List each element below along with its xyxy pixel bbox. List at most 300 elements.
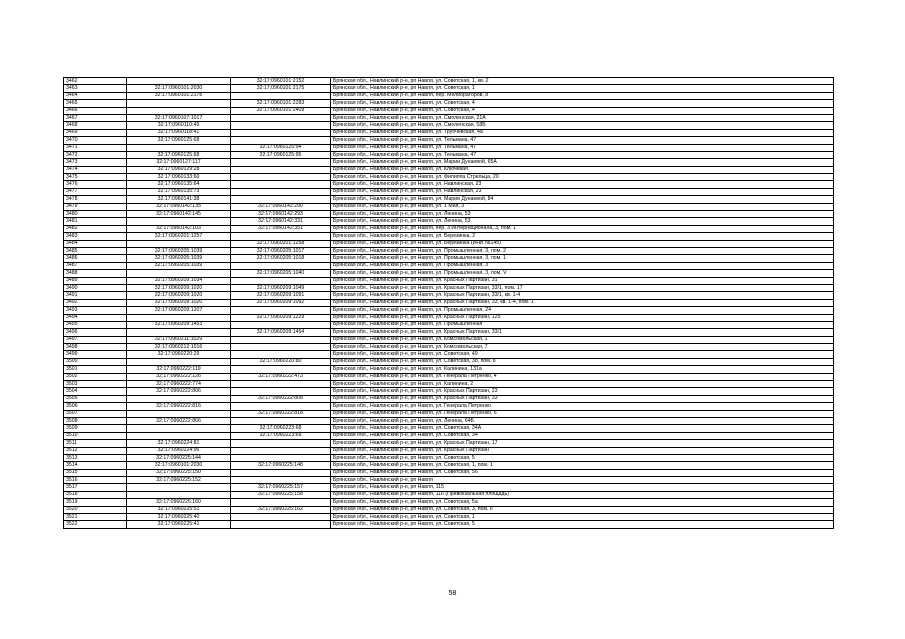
old-cadastral-number-cell: 32:17:0960225:150 <box>127 469 231 476</box>
row-number-cell: 3510 <box>64 432 127 439</box>
old-cadastral-number-cell: 32:17:0960205:1039 <box>127 262 231 269</box>
table-row <box>64 159 834 166</box>
old-cadastral-number-cell <box>127 432 231 439</box>
table-row <box>64 174 834 181</box>
address-cell: Брянская обл., Навлинский р-н, рп Навля, ул. Генерала Петренко, 6 <box>331 410 834 417</box>
old-cadastral-number-cell: 32:17:0960220:29 <box>127 351 231 358</box>
table-row <box>64 181 834 188</box>
row-number-cell: 3508 <box>64 417 127 424</box>
table-row <box>64 506 834 513</box>
cadastral-number-cell <box>231 137 331 144</box>
address-cell: Брянская обл., Навлинский р-н, рп Навля, ул. Тельмана, 47 <box>331 151 834 158</box>
table-row <box>64 491 834 498</box>
cadastral-number-cell: 32:17:0960101:2175 <box>231 85 331 92</box>
table-row <box>64 151 834 158</box>
row-number-cell: 3483 <box>64 233 127 240</box>
table-row <box>64 203 834 210</box>
table-row <box>64 403 834 410</box>
address-cell: Брянская обл., Навлинский р-н, рп Навля, ул. Красных Партизан, 23 <box>331 388 834 395</box>
table-row <box>64 85 834 92</box>
old-cadastral-number-cell: 32:17:0960129:28 <box>127 166 231 173</box>
row-number-cell: 3518 <box>64 491 127 498</box>
old-cadastral-number-cell: 32:17:0960118:41 <box>127 129 231 136</box>
cadastral-number-cell: 32:17:0960222:808 <box>231 395 331 402</box>
cadastral-number-cell <box>231 454 331 461</box>
address-cell: Брянская обл., Навлинский р-н, рп Навля, ул. Советская, 4 <box>331 100 834 107</box>
address-cell: Брянская обл., Навлинский р-н, рп Навля, ул. Советская, 1, кв. 2 <box>331 78 834 85</box>
address-cell: Брянская обл., Навлинский р-н, рп Навля, ул. Советская, 34 <box>331 432 834 439</box>
old-cadastral-number-cell: 32:17:0960222:126 <box>127 373 231 380</box>
address-cell: Брянская обл., Навлинский р-н, рп Навля, ул. Советская, 3, пом. II <box>331 506 834 513</box>
cadastral-number-cell <box>231 403 331 410</box>
table-row <box>64 225 834 232</box>
row-number-cell: 3522 <box>64 521 127 528</box>
table-row <box>64 358 834 365</box>
cadastral-number-cell: 32:17:0960222:818 <box>231 410 331 417</box>
cadastral-number-cell <box>231 307 331 314</box>
address-cell: Брянская обл., Навлинский р-н, рп Навля, ул. Советская, 5 <box>331 521 834 528</box>
cadastral-number-cell <box>231 514 331 521</box>
cadastral-number-cell: 32:17:0960222:473 <box>231 373 331 380</box>
old-cadastral-number-cell: 32:17:0960209:1020 <box>127 292 231 299</box>
old-cadastral-number-cell <box>127 314 231 321</box>
old-cadastral-number-cell: 32:17:0960205:1039 <box>127 247 231 254</box>
address-cell: Брянская обл., Навлинский р-н, рп Навля, ул. Ключевая <box>331 166 834 173</box>
row-number-cell: 3475 <box>64 174 127 181</box>
row-number-cell: 3481 <box>64 218 127 225</box>
row-number-cell: 3466 <box>64 107 127 114</box>
old-cadastral-number-cell <box>127 425 231 432</box>
address-cell: Брянская обл., Навлинский р-н, рп Навля, ул. Красных Партизан <box>331 447 834 454</box>
old-cadastral-number-cell: 32:17:0960107:1017 <box>127 114 231 121</box>
old-cadastral-number-cell: 32:17:0960142:135 <box>127 203 231 210</box>
cadastral-number-cell: 32:17:0960142:290 <box>231 203 331 210</box>
table-row <box>64 299 834 306</box>
row-number-cell: 3500 <box>64 358 127 365</box>
table-row <box>64 122 834 129</box>
row-number-cell: 3486 <box>64 255 127 262</box>
old-cadastral-number-cell: 32:17:0960225:40 <box>127 514 231 521</box>
cadastral-number-cell <box>231 233 331 240</box>
old-cadastral-number-cell <box>127 240 231 247</box>
address-cell: Брянская обл., Навлинский р-н, рп Навля, ул. Марии Дунаевой, 84 <box>331 196 834 203</box>
table-row <box>64 78 834 85</box>
address-cell: Брянская обл., Навлинский р-н, рп Навля, ул. Тельмана, 47 <box>331 144 834 151</box>
cadastral-number-cell <box>231 321 331 328</box>
row-number-cell: 3511 <box>64 440 127 447</box>
address-cell: Брянская обл., Навлинский р-н, рп Навля, ул. Ленина, 53 <box>331 211 834 218</box>
cadastral-number-cell: 32:17:0960142:351 <box>231 225 331 232</box>
address-cell: Брянская обл., Навлинский р-н, рп Навля, ул. Советская, 1 <box>331 514 834 521</box>
address-cell: Брянская обл., Навлинский р-н, рп Навля, ул. Навлинская, 23 <box>331 188 834 195</box>
address-cell: Брянская обл., Навлинский р-н, рп Навля, ул. Советская, 38, пом. 8 <box>331 358 834 365</box>
address-cell: Брянская обл., Навлинский р-н, рп Навля, ул. Калинина, 2 <box>331 381 834 388</box>
old-cadastral-number-cell <box>127 270 231 277</box>
address-cell: Брянская обл., Навлинский р-н, рп Навля, ул. Промышленная, 3 <box>331 262 834 269</box>
address-cell: Брянская обл., Навлинский р-н, рп Навля, ул. Марии Дунаевой, 65А <box>331 159 834 166</box>
address-cell: Брянская обл., Навлинский р-н, рп Навля, ул. Красных Партизан, 125 <box>331 314 834 321</box>
table-row <box>64 270 834 277</box>
row-number-cell: 3491 <box>64 292 127 299</box>
address-cell: Брянская обл., Навлинский р-н, рп Навля, ул. Трубчевская, 4а <box>331 129 834 136</box>
cadastral-number-cell: 32:17:0960101:2409 <box>231 107 331 114</box>
cadastral-number-cell: 32:17:0960223:68 <box>231 425 331 432</box>
address-cell: Брянская обл., Навлинский р-н, рп Навля, ул. Березинка (ИНВ №145) <box>331 240 834 247</box>
table-row <box>64 395 834 402</box>
registry-table <box>63 77 834 529</box>
table-row <box>64 499 834 506</box>
address-cell: Брянская обл., Навлинский р-н, рп Навля, пер. 3 Интернационала, 3, пом. 1 <box>331 225 834 232</box>
row-number-cell: 3493 <box>64 307 127 314</box>
old-cadastral-number-cell: 32:17:0960142:145 <box>127 211 231 218</box>
table-row <box>64 196 834 203</box>
old-cadastral-number-cell: 32:17:0960127:117 <box>127 159 231 166</box>
old-cadastral-number-cell: 32:17:0960125:68 <box>127 151 231 158</box>
table-row <box>64 114 834 121</box>
row-number-cell: 3502 <box>64 373 127 380</box>
table-row <box>64 255 834 262</box>
table-row <box>64 321 834 328</box>
address-cell: Брянская обл., Навлинский р-н, рп Навля, ул. Генерала Петренко <box>331 403 834 410</box>
old-cadastral-number-cell: 32:17:0960225:41 <box>127 521 231 528</box>
cadastral-number-cell <box>231 336 331 343</box>
cadastral-number-cell: 32:17:0960225:157 <box>231 484 331 491</box>
old-cadastral-number-cell: 32:17:0960225:152 <box>127 477 231 484</box>
table-row <box>64 514 834 521</box>
table-row <box>64 277 834 284</box>
row-number-cell: 3516 <box>64 477 127 484</box>
old-cadastral-number-cell <box>127 395 231 402</box>
table-row <box>64 381 834 388</box>
cadastral-number-cell: 32:17:0960101:2283 <box>231 100 331 107</box>
old-cadastral-number-cell: 32:17:0960209:1034 <box>127 277 231 284</box>
row-number-cell: 3503 <box>64 381 127 388</box>
address-cell: Брянская обл., Навлинский р-н, рп Навля, ул. Комсомольская, 1 <box>331 336 834 343</box>
row-number-cell: 3479 <box>64 203 127 210</box>
registry-table-body <box>64 78 834 529</box>
cadastral-number-cell <box>231 181 331 188</box>
row-number-cell: 3507 <box>64 410 127 417</box>
row-number-cell: 3498 <box>64 344 127 351</box>
table-row <box>64 336 834 343</box>
table-row <box>64 454 834 461</box>
cadastral-number-cell: 32:17:0960125:95 <box>231 151 331 158</box>
address-cell: Брянская обл., Навлинский р-н, рп Навля, ул. Ленина, 53 <box>331 218 834 225</box>
row-number-cell: 3471 <box>64 144 127 151</box>
address-cell: Брянская обл., Навлинский р-н, рп Навля <box>331 477 834 484</box>
cadastral-number-cell: 32:17:0960205:1017 <box>231 247 331 254</box>
row-number-cell: 3485 <box>64 247 127 254</box>
old-cadastral-number-cell <box>127 491 231 498</box>
address-cell: Брянская обл., Навлинский р-н, рп Навля, ул. Советская, 5а <box>331 499 834 506</box>
address-cell: Брянская обл., Навлинский р-н, рп Навля, ул. Промышленная, 24 <box>331 307 834 314</box>
row-number-cell: 3469 <box>64 129 127 136</box>
old-cadastral-number-cell: 32:17:0960141:38 <box>127 196 231 203</box>
cadastral-number-cell: 32:17:0960142:331 <box>231 218 331 225</box>
address-cell: Брянская обл., Навлинский р-н, рп Навля, ул. Советская, 4 <box>331 107 834 114</box>
row-number-cell: 3462 <box>64 78 127 85</box>
cadastral-number-cell <box>231 477 331 484</box>
table-row <box>64 211 834 218</box>
address-cell: Брянская обл., Навлинский р-н, рп Навля, ул. Советская, 56 <box>331 469 834 476</box>
row-number-cell: 3512 <box>64 447 127 454</box>
cadastral-number-cell <box>231 499 331 506</box>
address-cell: Брянская обл., Навлинский р-н, рп Навля, ул. Генерала Петренко, 4 <box>331 373 834 380</box>
address-cell: Брянская обл., Навлинский р-н, рп Навля, 116 (Привокзальная площадь) <box>331 491 834 498</box>
old-cadastral-number-cell: 32:17:0960212:1016 <box>127 344 231 351</box>
cadastral-number-cell: 32:17:0960205:1018 <box>231 255 331 262</box>
row-number-cell: 3484 <box>64 240 127 247</box>
old-cadastral-number-cell: 32:17:0960224:96 <box>127 447 231 454</box>
row-number-cell: 3463 <box>64 85 127 92</box>
address-cell: Брянская обл., Навлинский р-н, рп Навля, ул. Красных Партизан, 31 <box>331 277 834 284</box>
row-number-cell: 3494 <box>64 314 127 321</box>
address-cell: Брянская обл., Навлинский р-н, рп Навля, ул. Красных Партизан, 33/1 <box>331 329 834 336</box>
table-row <box>64 218 834 225</box>
address-cell: Брянская обл., Навлинский р-н, рп Навля, ул. Ленина, 64Б <box>331 417 834 424</box>
cadastral-number-cell: 32:17:0960209:1454 <box>231 329 331 336</box>
cadastral-number-cell: 32:17:0960142:293 <box>231 211 331 218</box>
address-cell: Брянская обл., Навлинский р-н, рп Навля, ул. Промышленная, 3, пом. V <box>331 270 834 277</box>
cadastral-number-cell <box>231 262 331 269</box>
cadastral-number-cell <box>231 166 331 173</box>
cadastral-number-cell <box>231 521 331 528</box>
row-number-cell: 3474 <box>64 166 127 173</box>
address-cell: Брянская обл., Навлинский р-н, рп Навля, ул. Красных Партизан, 33 <box>331 395 834 402</box>
row-number-cell: 3496 <box>64 329 127 336</box>
old-cadastral-number-cell: 32:17:0960222:816 <box>127 403 231 410</box>
address-cell: Брянская обл., Навлинский р-н, рп Навля, ул. Комсомольская, 7 <box>331 344 834 351</box>
table-row <box>64 329 834 336</box>
old-cadastral-number-cell: 32:17:0960209:1453 <box>127 321 231 328</box>
old-cadastral-number-cell: 32:17:0960125:68 <box>127 137 231 144</box>
old-cadastral-number-cell: 32:17:0960222:774 <box>127 381 231 388</box>
address-cell: Брянская обл., Навлинский р-н, рп Навля, ул. Промышленная, 3, пом. 1 <box>331 255 834 262</box>
old-cadastral-number-cell <box>127 144 231 151</box>
address-cell: Брянская обл., Навлинский р-н, рп Навля, ул. Тельмана, 47 <box>331 137 834 144</box>
old-cadastral-number-cell: 32:17:0960225:144 <box>127 454 231 461</box>
table-row <box>64 100 834 107</box>
table-row <box>64 233 834 240</box>
cadastral-number-cell <box>231 440 331 447</box>
address-cell: Брянская обл., Навлинский р-н, рп Навля, ул. Навлинская, 23 <box>331 181 834 188</box>
old-cadastral-number-cell <box>127 358 231 365</box>
old-cadastral-number-cell: 32:17:0960201:1257 <box>127 233 231 240</box>
cadastral-number-cell <box>231 159 331 166</box>
table-row <box>64 432 834 439</box>
table-row <box>64 188 834 195</box>
cadastral-number-cell <box>231 174 331 181</box>
row-number-cell: 3520 <box>64 506 127 513</box>
cadastral-number-cell <box>231 388 331 395</box>
cadastral-number-cell: 32:17:0960225:162 <box>231 506 331 513</box>
address-cell: Брянская обл., Навлинский р-н, рп Навля, ул. Промышленная <box>331 321 834 328</box>
address-cell: Брянская обл., Навлинский р-н, рп Навля, ул. Калинина, 131а <box>331 366 834 373</box>
row-number-cell: 3478 <box>64 196 127 203</box>
row-number-cell: 3506 <box>64 403 127 410</box>
old-cadastral-number-cell: 32:17:0960209:1020 <box>127 284 231 291</box>
address-cell: Брянская обл., Навлинский р-н, рп Навля, ул. Красных Партизан, 33/1, кв. 1-4 <box>331 292 834 299</box>
address-cell: Брянская обл., Навлинский р-н, рп Навля, ул. Советская, 5 <box>331 454 834 461</box>
table-row <box>64 410 834 417</box>
row-number-cell: 3513 <box>64 454 127 461</box>
row-number-cell: 3487 <box>64 262 127 269</box>
address-cell: Брянская обл., Навлинский р-н, рп Навля, ул. Смоленская, 58Б <box>331 122 834 129</box>
row-number-cell: 3504 <box>64 388 127 395</box>
old-cadastral-number-cell: 32:17:0960225:51 <box>127 506 231 513</box>
row-number-cell: 3517 <box>64 484 127 491</box>
old-cadastral-number-cell: 32:17:0960101:2030 <box>127 462 231 469</box>
address-cell: Брянская обл., Навлинский р-н, рп Навля, ул. Смоленская, 21А <box>331 114 834 121</box>
table-row <box>64 366 834 373</box>
old-cadastral-number-cell: 32:17:0960135:73 <box>127 188 231 195</box>
cadastral-number-cell <box>231 366 331 373</box>
table-row <box>64 129 834 136</box>
address-cell: Брянская обл., Навлинский р-н, рп Навля, пер. Мелиораторов, 8 <box>331 92 834 99</box>
row-number-cell: 3492 <box>64 299 127 306</box>
table-row <box>64 521 834 528</box>
address-cell: Брянская обл., Навлинский р-н, рп Навля, ул. Советская, 49 <box>331 351 834 358</box>
old-cadastral-number-cell: 32:17:0960209:1020 <box>127 299 231 306</box>
row-number-cell: 3499 <box>64 351 127 358</box>
table-row <box>64 484 834 491</box>
row-number-cell: 3465 <box>64 100 127 107</box>
table-row <box>64 292 834 299</box>
cadastral-number-cell <box>231 122 331 129</box>
address-cell: Брянская обл., Навлинский р-н, рп Навля, ул. Филиппа Стрельца, 20 <box>331 174 834 181</box>
cadastral-number-cell: 32:17:0960223:69 <box>231 432 331 439</box>
row-number-cell: 3497 <box>64 336 127 343</box>
old-cadastral-number-cell: 32:17:0960110:49 <box>127 122 231 129</box>
cadastral-number-cell: 32:17:0960220:80 <box>231 358 331 365</box>
old-cadastral-number-cell: 32:17:0960133:60 <box>127 174 231 181</box>
table-row <box>64 477 834 484</box>
row-number-cell: 3480 <box>64 211 127 218</box>
cadastral-number-cell <box>231 469 331 476</box>
old-cadastral-number-cell: 32:17:0960225:160 <box>127 499 231 506</box>
table-row <box>64 417 834 424</box>
cadastral-number-cell <box>231 344 331 351</box>
table-row <box>64 469 834 476</box>
old-cadastral-number-cell <box>127 100 231 107</box>
address-cell: Брянская обл., Навлинский р-н, рп Навля, ул. Березинка, 2 <box>331 233 834 240</box>
cadastral-number-cell <box>231 114 331 121</box>
table-row <box>64 344 834 351</box>
table-row <box>64 284 834 291</box>
table-row <box>64 262 834 269</box>
old-cadastral-number-cell <box>127 329 231 336</box>
old-cadastral-number-cell <box>127 484 231 491</box>
cadastral-number-cell: 32:17:0960205:1040 <box>231 270 331 277</box>
cadastral-number-cell: 32:17:0960209:1229 <box>231 314 331 321</box>
cadastral-number-cell: 32:17:0960201:1258 <box>231 240 331 247</box>
old-cadastral-number-cell: 32:17:0960209:1207 <box>127 307 231 314</box>
row-number-cell: 3467 <box>64 114 127 121</box>
table-row <box>64 144 834 151</box>
old-cadastral-number-cell: 32:17:0960224:81 <box>127 440 231 447</box>
address-cell: Брянская обл., Навлинский р-н, рп Навля, 115 <box>331 484 834 491</box>
address-cell: Брянская обл., Навлинский р-н, рп Навля, ул. Красных Партизан, 17 <box>331 440 834 447</box>
row-number-cell: 3521 <box>64 514 127 521</box>
address-cell: Брянская обл., Навлинский р-н, рп Навля, ул. Красных Партизан, 33/1, пом. 17 <box>331 284 834 291</box>
old-cadastral-number-cell <box>127 78 231 85</box>
cadastral-number-cell <box>231 277 331 284</box>
row-number-cell: 3505 <box>64 395 127 402</box>
row-number-cell: 3477 <box>64 188 127 195</box>
old-cadastral-number-cell: 32:17:0960205:1039 <box>127 255 231 262</box>
old-cadastral-number-cell: 32:17:0960142:103 <box>127 225 231 232</box>
address-cell: Брянская обл., Навлинский р-н, рп Навля, ул. Красных Партизан, 33, кв. 1-4, пом. 1 <box>331 299 834 306</box>
old-cadastral-number-cell <box>127 410 231 417</box>
row-number-cell: 3495 <box>64 321 127 328</box>
cadastral-number-cell <box>231 351 331 358</box>
table-row <box>64 373 834 380</box>
old-cadastral-number-cell: 32:17:0960211:1029 <box>127 336 231 343</box>
row-number-cell: 3468 <box>64 122 127 129</box>
table-row <box>64 307 834 314</box>
row-number-cell: 3519 <box>64 499 127 506</box>
cadastral-number-cell: 32:17:0960101:2152 <box>231 78 331 85</box>
old-cadastral-number-cell <box>127 107 231 114</box>
cadastral-number-cell: 32:17:0960225:158 <box>231 491 331 498</box>
row-number-cell: 3476 <box>64 181 127 188</box>
cadastral-number-cell: 32:17:0960125:94 <box>231 144 331 151</box>
address-cell: Брянская обл., Навлинский р-н, рп Навля, ул. Советская, 1, пом. 1 <box>331 462 834 469</box>
row-number-cell: 3488 <box>64 270 127 277</box>
cadastral-number-cell <box>231 447 331 454</box>
cadastral-number-cell <box>231 196 331 203</box>
old-cadastral-number-cell: 32:17:0960101:2178 <box>127 92 231 99</box>
row-number-cell: 3501 <box>64 366 127 373</box>
row-number-cell: 3514 <box>64 462 127 469</box>
cadastral-number-cell <box>231 417 331 424</box>
table-row <box>64 137 834 144</box>
cadastral-number-cell: 32:17:0960209:1049 <box>231 284 331 291</box>
cadastral-number-cell <box>231 381 331 388</box>
page-number: 58 <box>448 590 457 597</box>
row-number-cell: 3473 <box>64 159 127 166</box>
cadastral-number-cell <box>231 188 331 195</box>
row-number-cell: 3515 <box>64 469 127 476</box>
cadastral-number-cell: 32:17:0960225:148 <box>231 462 331 469</box>
address-cell: Брянская обл., Навлинский р-н, рп Навля, ул. Советская, 34А <box>331 425 834 432</box>
row-number-cell: 3490 <box>64 284 127 291</box>
table-row <box>64 240 834 247</box>
table-row <box>64 388 834 395</box>
cadastral-number-cell <box>231 129 331 136</box>
row-number-cell: 3482 <box>64 225 127 232</box>
cadastral-number-cell: 32:17:0960209:1091 <box>231 292 331 299</box>
address-cell: Брянская обл., Навлинский р-н, рп Навля, ул. 1 Мая, 3 <box>331 203 834 210</box>
old-cadastral-number-cell: 32:17:0960222:866 <box>127 417 231 424</box>
old-cadastral-number-cell <box>127 218 231 225</box>
table-row <box>64 462 834 469</box>
row-number-cell: 3472 <box>64 151 127 158</box>
table-row <box>64 425 834 432</box>
old-cadastral-number-cell: 32:17:0960222:806 <box>127 388 231 395</box>
table-row <box>64 351 834 358</box>
table-row <box>64 447 834 454</box>
row-number-cell: 3464 <box>64 92 127 99</box>
table-row <box>64 166 834 173</box>
row-number-cell: 3470 <box>64 137 127 144</box>
table-row <box>64 107 834 114</box>
old-cadastral-number-cell: 32:17:0960222:119 <box>127 366 231 373</box>
address-cell: Брянская обл., Навлинский р-н, рп Навля, ул. Советская, 1 <box>331 85 834 92</box>
cadastral-number-cell: 32:17:0960209:1092 <box>231 299 331 306</box>
table-row <box>64 92 834 99</box>
table-row <box>64 247 834 254</box>
